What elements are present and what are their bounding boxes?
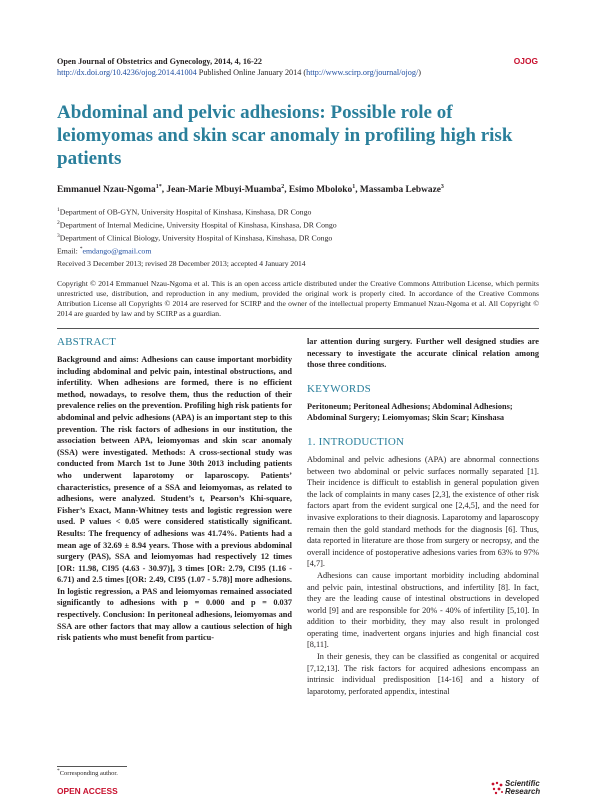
received-dates: Received 3 December 2013; revised 28 December 2013; accepted 4 January 2014 — [57, 259, 306, 268]
email-sup: * — [79, 246, 83, 252]
author-name: Esimo Mboloko — [288, 185, 353, 196]
introduction-heading: 1. INTRODUCTION — [307, 435, 405, 448]
author-name: Jean-Marie Mbuyi-Muamba — [166, 185, 282, 196]
journal-citation: Open Journal of Obstetrics and Gynecology, 2014, 4, 16-22 — [57, 57, 262, 66]
author-sup: 1 — [352, 184, 356, 190]
email-label: Email: — [57, 246, 80, 256]
affiliation-item — [57, 218, 337, 231]
keywords-heading: KEYWORDS — [307, 382, 371, 395]
journal-abbrev: OJOG — [513, 56, 538, 66]
logo-text — [505, 780, 540, 796]
article-title: Abdominal and pelvic adhesions: Possible role of leiomyomas and skin scar anomaly in profiling high risk patients — [57, 102, 513, 169]
intro-paragraph: Abdominal and pelvic adhesions (APA) are abnormal connections between two abdominal or pelvic surfaces normally separated [1]. Their incidence is difficult to establish in general population given the lack of complaints in many cases [2,3], the existence of other risk factors apart from the evident surgical one [2,4,5], and the need for invasive explorations to their diagnosis. Laparotomy and laparoscopy remain then the gold standard methods for the diagnosis [6]. Thus, data reported in literature are those from surgery or necropsy, and the overall incidence of postoperative adhesions varies from 63% to 97% [4,7]. — [307, 454, 539, 569]
published-text: Published Online January 2014 ( — [196, 68, 307, 77]
footnote-rule — [57, 766, 127, 767]
logo-line-2: Research — [505, 787, 541, 796]
running-header — [57, 56, 421, 78]
journal-url-link[interactable]: http://www.scirp.org/journal/ojog/ — [306, 68, 419, 77]
intro-paragraph: Adhesions can cause important morbidity including abdominal and pelvic pain, intestinal obstructions, and infertility [8]. In fact, they are the leading cause of intestinal obstructions in developed world [9] and are responsible for 20% - 40% of infertility [5,10]. In addition to their morbidity, they may also result in prolonged operating time, inadvertent organs injuries and high financial cost [8,11]. — [307, 570, 539, 650]
affiliations — [57, 205, 337, 257]
email-link[interactable]: emdango@gmail.com — [82, 246, 152, 256]
abstract-heading: ABSTRACT — [57, 336, 117, 348]
affiliation-sup: 1 — [57, 207, 60, 213]
intro-paragraph: In their genesis, they can be classified as congenital or acquired [7,12,13]. The risk factors for acquired adhesions encompass an intrinsic individual predisposition [14-16] and a history of laparotomy, perforated appendix, intestinal — [307, 652, 539, 696]
footnote — [57, 768, 118, 777]
left-column — [57, 336, 292, 644]
author-list: Emmanuel Nzau-Ngoma$^{1*}$, Jean-Marie Mbuyi-Muamba$^2$, Esimo Mboloko$^1$, Massamba Lebwaze$^3$ — [57, 184, 444, 196]
right-column — [307, 336, 539, 697]
scirp-logo — [490, 778, 542, 804]
doi-link[interactable]: http://dx.doi.org/10.4236/ojog.2014.41004 — [57, 68, 197, 77]
affiliation-sup: 3 — [57, 233, 60, 239]
affiliation-sup: 2 — [57, 220, 60, 226]
footnote-sup: * — [57, 768, 60, 774]
logo-line-1: Scientific — [505, 779, 540, 788]
author-sup: 2 — [281, 184, 285, 190]
author-sup: 1* — [155, 184, 162, 190]
section-divider — [57, 328, 539, 329]
affiliation-text: Department of Internal Medicine, University Hospital of Kinshasa, Kinshasa, DR Congo — [59, 220, 337, 230]
affiliation-item — [57, 231, 337, 244]
logo-dots-icon — [490, 781, 504, 795]
abstract-text-continued: lar attention during surgery. Further well designed studies are necessary to investigate the accurate clinical relation among those three conditions. — [307, 337, 539, 370]
email-line — [57, 244, 337, 257]
keywords-text: Peritoneum; Peritoneal Adhesions; Abdominal Adhesions; Abdominal Surgery; Leiomyomas; Skin Scar; Kinshasa — [307, 401, 513, 423]
author-sup: 3 — [440, 184, 444, 190]
author-name: Massamba Lebwaze — [359, 185, 441, 196]
affiliation-text: Department of Clinical Biology, University Hospital of Kinshasa, Kinshasa, DR Congo — [59, 233, 333, 243]
footnote-text: Corresponding author. — [59, 770, 118, 778]
doi-line — [57, 67, 421, 78]
open-access-label: OPEN ACCESS — [57, 786, 118, 796]
affiliation-text: Department of OB-GYN, University Hospital of Kinshasa, Kinshasa, DR Congo — [59, 207, 312, 217]
affiliation-item — [57, 205, 337, 218]
published-close: ) — [418, 68, 421, 77]
abstract-text: Background and aims: Adhesions can cause important morbidity including abdominal and pelvic pain, intestinal obstructions, and infertility. When adhesions are formed, there is no efficient method, nowadays, to resolve them, thus the reduction of their prevalence relies on the prevention. Profiling high risk patients for abdominal and pelvic adhesions (APA) is an important step to this prevention. The risk factors of adhesions in our institution, the association between APA, leiomyomas and skin scar anomaly (SSA) were investigated. Methods: A cross-sectional study was conducted from March 1st to June 30th 2013 including patients who underwent laparotomy or laparoscopy. Patients’ characteristics, presence of a SSA and leiomyomas, as related to adhesions, were analyzed. Student’s t, Pearson’s Khi-square, Fisher’s Exact, Mann-Whitney tests and logistic regression were used. P values < 0.05 were considered statistically significant. Results: The frequency of adhesions was 41.74%. Patients had a mean age of 32.69 ± 8.94 years. Those with a previous abdominal surgery (PAS), SSA and leiomyomas had respectively 12 times [OR: 11.98, CI95 (4.63 - 30.97)], 3 times [OR: 2.79, CI95 (1.16 - 6.71) and 2.5 times [(OR: 2.49, CI95 (1.07 - 5.78)] more adhesions. In logistic regression, a PAS and leiomyomas remained associated significantly to adhesions with p = 0.000 and p = 0.037 respectively. Conclusion: In peritoneal adhesions, leiomyomas and SSA are other factors that may allow a cautious selection of high risk patients who must benefit from particu- — [57, 355, 292, 643]
copyright-notice: Copyright © 2014 Emmanuel Nzau-Ngoma et al. This is an open access article distributed under the Creative Commons Attribution License, which permits unrestricted use, distribution, and reproduction in any medium, provided the original work is properly cited. In accordance of the Creative Commons Attribution License all Copyrights © 2014 are reserved for SCIRP and the owner of the intellectual property Emmanuel Nzau-Ngoma et al. All Copyright © 2014 are guarded by law and by SCIRP as a guardian. — [57, 279, 539, 318]
author-name: Emmanuel Nzau-Ngoma — [57, 185, 156, 196]
